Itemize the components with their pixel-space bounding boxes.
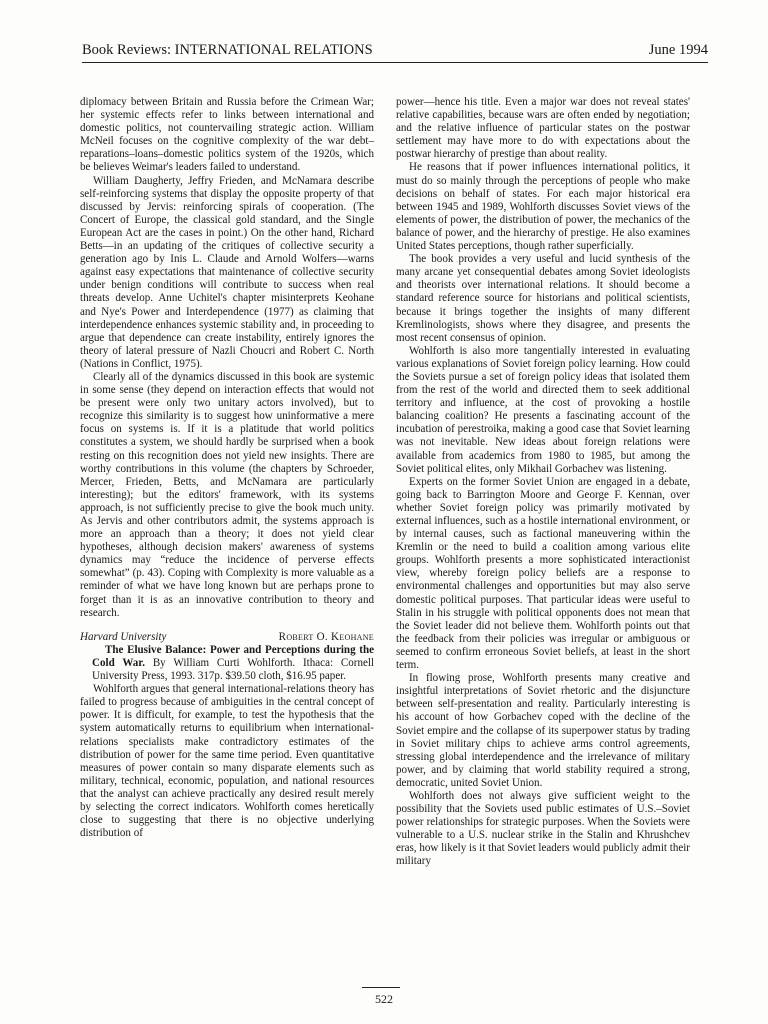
reviewer-institution: Harvard University bbox=[80, 630, 167, 643]
paragraph: Clearly all of the dynamics discussed in this book are systemic in some sense (they depend on interaction effects that would not be present were only two unitary actors involved), but to recognize this similarity is to suggest how uninformative a mere focus on systems is. If it is a platitude that world politics constitutes a system, we should hardly be surprised when a book resting on this recognition does not yield new insights. There are worthy contributions in this volume (the chapters by Schroeder, Mercer, Frieden, Betts, and McNamara are particularly interesting); but the editors' framework, with its systems approach, is not sufficiently precise to give the book much unity. As Jervis and other contributors admit, the systems approach is more an approach than a theory; it does not yield clear hypotheses, although decision makers' awareness of systems dynamics may “reduce the incidence of perverse effects somewhat” (p. 43). Coping with Complexity is more valuable as a reminder of what we have long known but are perhaps prone to forget than it is as an innovative contribution to theory and research. bbox=[80, 370, 374, 619]
right-column bbox=[396, 96, 690, 869]
page-number: 522 bbox=[375, 992, 393, 1006]
left-column bbox=[80, 96, 374, 840]
paragraph: The book provides a very useful and lucid synthesis of the many arcane yet consequential debates among Soviet ideologists and theorists over international relations. It should become a standard reference source for historians and political scientists, because it brings together the insights of many different Kremlinologists, shows where they disagree, and presents the most recent consensus of opinion. bbox=[396, 253, 690, 344]
reviewer-name: Robert O. Keohane bbox=[278, 630, 374, 643]
paragraph: William Daugherty, Jeffry Frieden, and McNamara describe self-reinforcing systems that display the opposite property of that discussed by Jervis: reinforcing spirals of cooperation. (The Concert of Europe, the classical gold standard, and the Single European Act are the cases in point.) On the other hand, Richard Betts—in an updating of the critiques of collective security a generation ago by Inis L. Claude and Arnold Wolfers—warns against easy expectations that maintenance of collective security under benign conditions will contribute to success when real threats develop. Anne Uchitel's chapter misinterprets Keohane and Nye's Power and Interdependence (1977) as claiming that interdependence enhances systemic stability and, in proceeding to argue that dependence can create instability, entirely ignores the theory of lateral pressure of Nazli Choucri and Robert C. North (Nations in Conflict, 1975). bbox=[80, 174, 374, 370]
journal-section-title: Book Reviews: INTERNATIONAL RELATIONS bbox=[82, 42, 373, 58]
issue-date: June 1994 bbox=[648, 42, 708, 58]
paragraph: In flowing prose, Wohlforth presents many creative and insightful interpretations of Soviet rhetoric and the disjuncture between self-presentation and reality. Particularly interesting is his account of how Gorbachev coped with the decline of the Soviet empire and the collapse of its superpower status by trading in Soviet military chips to achieve arms control agreements, stressing global interdependence and the irrelevance of military power, and by claiming that world stability required a strong, democratic, united Soviet Union. bbox=[396, 672, 690, 789]
paragraph: Wohlforth does not always give sufficient weight to the possibility that the Soviets used public estimates of U.S.–Soviet power relationships for strategic purposes. When the Soviets were vulnerable to a U.S. nuclear strike in the Stalin and Khrushchev eras, how likely is it that Soviet leaders would publicly admit their military bbox=[396, 789, 690, 868]
book-title: The Elusive Balance: Power and Perceptions during the Cold War. bbox=[92, 643, 374, 669]
review-heading bbox=[80, 644, 374, 683]
paragraph: He reasons that if power influences international politics, it must do so mainly through the perceptions of people who make decisions on behalf of states. For each major historical era between 1945 and 1989, Wohlforth discusses Soviet views of the elements of power, the distribution of power, the mechanics of the balance of power, and the hierarchy of prestige. He also examines United States perceptions, though rather superficially. bbox=[396, 161, 690, 253]
paragraph: Wohlforth argues that general international-relations theory has failed to progress because of ambiguities in the central concept of power. It is difficult, for example, to test the hypothesis that the system automatically returns to equilibrium when international-relations specialists make contradictory estimates of the distribution of power for the same time period. Even quantitative measures of power contain so many disparate elements such as military, technical, economic, population, and national resources that the analyst can achieve practically any desired result merely by selecting the correct indicators. Wohlforth comes heretically close to suggesting that there is no objective underlying distribution of bbox=[80, 683, 374, 840]
book-citation: By William Curti Wohlforth. Ithaca: Cornell University Press, 1993. 317p. $39.50 cloth, $16.95 paper. bbox=[92, 656, 375, 683]
footer-rule bbox=[362, 987, 400, 988]
paragraph: Experts on the former Soviet Union are engaged in a debate, going back to Barrington Moore and George F. Kennan, over whether Soviet foreign policy was primarily motivated by external influences, such as a hostile international environment, or by internal causes, such as factional maneuvering within the Kremlin or the need to build a coalition among various elite groups. Wohlforth presents a more sophisticated interactionist view, whereby foreign policy beliefs are a response to environmental challenges and opportunities but may also serve domestic political purposes. That particular ideas were useful to Stalin in his struggle with political opponents does not mean that the Soviet leader did not believe them. Wohlforth points out that the feedback from their policies was irregular or ambiguous or seemed to confirm erroneous Soviet beliefs, at least in the short term. bbox=[396, 475, 690, 672]
paragraph: power—hence his title. Even a major war does not reveal states' relative capabilities, because wars are often ended by negotiation; and the relative influence of particular states on the postwar settlement may have more to do with expectations about the postwar hierarchy of prestige than about reality. bbox=[396, 96, 690, 161]
paragraph: Wohlforth is also more tangentially interested in evaluating various explanations of Soviet foreign policy learning. How could the Soviets pursue a set of foreign policy ideas that isolated them from the rest of the world and directed them to seek additional territory and influence, at the cost of provoking a hostile balancing coalition? He presents a fascinating account of the incubation of perestroika, making a good case that Soviet learning was not inevitable. New ideas about foreign relations were available from academics from 1980 to 1985, but among the Soviet political elites, only Mikhail Gorbachev was listening. bbox=[396, 344, 690, 475]
paragraph: diplomacy between Britain and Russia before the Crimean War; her systemic effects refer to links between international and domestic politics, not countervailing strategic action. William McNeil focuses on the cognitive complexity of the war debt–reparations–loans–domestic politics system of the 1920s, which be believes Weimar's leaders failed to understand. bbox=[80, 96, 374, 174]
running-header bbox=[82, 42, 708, 63]
reviewer-signature bbox=[80, 631, 374, 644]
